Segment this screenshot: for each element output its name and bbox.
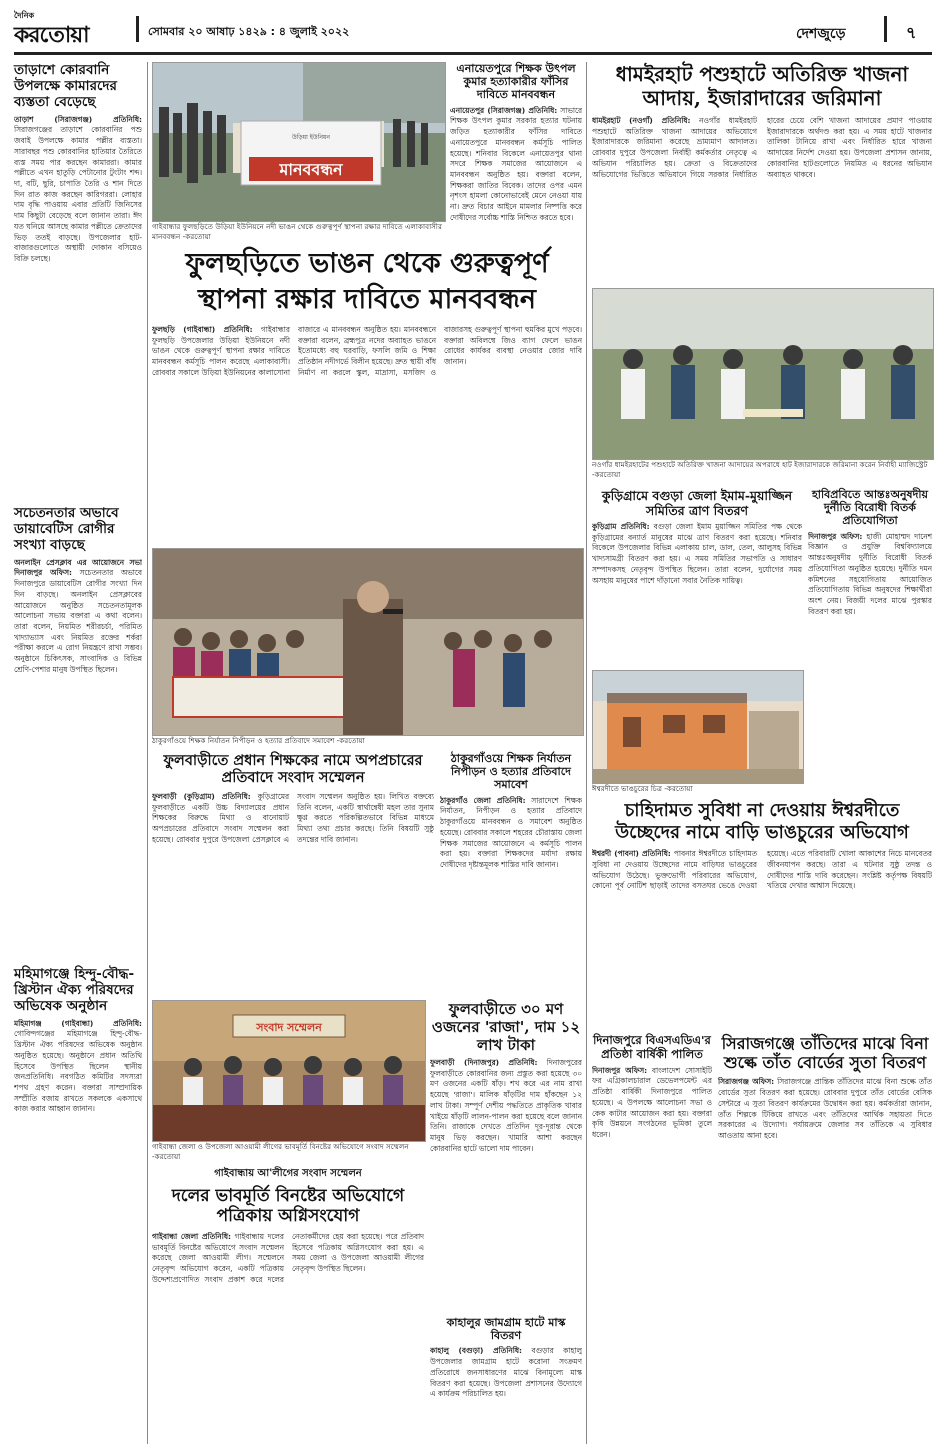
headline: তাড়াশে কোরবানি উপলক্ষে কামারদের ব্যস্ততা বেড়েছে xyxy=(14,62,117,111)
photo-ishwardi-demolished-house xyxy=(592,670,804,784)
headline: হাবিপ্রবিতে আন্তঃঅনুষদীয় দুর্নীতি বিরোধী বিতর্ক প্রতিযোগিতা xyxy=(811,488,929,528)
story-enayetpur xyxy=(450,62,582,452)
photo-thakurgaon-rally xyxy=(152,548,584,736)
photo-caption: ঠাকুরগাঁওয়ে শিক্ষক নির্যাতন নিপীড়ন ও হত্যার প্রতিবাদে সমাবেশ -করতোয়া xyxy=(152,736,365,745)
story-bsad xyxy=(592,1034,712,1444)
article-text: গোবিন্দগঞ্জের মহিমাগঞ্জে হিন্দু-বৌদ্ধ-খ্রিস্টান ঐক্য পরিষদের অভিষেক অনুষ্ঠান অনুষ্ঠিত হয়েছে। অনুষ্ঠানে প্রধান অতিথি হিসেবে উপস্থিত ছিলেন স্থানীয় জনপ্রতিনিধি। নবগঠিত কমিটির সদস্যরা শপথ গ্রহণ করেন। বক্তারা সাম্প্রদায়িক সম্প্রীতি বজায় রাখতে সকলকে একসাথে কাজ করার আহ্বান জানান। xyxy=(14,1029,142,1114)
dateline: অনলাইন প্রেসক্লাব এর আয়োজনে সভা দিনাজপুর অফিস: xyxy=(14,557,142,578)
article-text: সাভারে শিক্ষক উৎপল কুমার সরকার হত্যার ঘটনায় জড়িত হত্যাকারীর ফাঁসির দাবিতে এনায়েতপুরে মানববন্ধন কর্মসূচি পালিত হয়েছে। শনিবার বিকেলে এনায়েতপুর থানা সদরে শিক্ষক সমাজের আয়োজনে এ মানববন্ধন অনুষ্ঠিত হয়। বক্তারা বলেন, শিক্ষকরা জাতির বিবেক। তাদের ওপর এমন নৃশংস হামলা কোনোভাবেই মেনে নেওয়া যায় না। দ্রুত বিচার আইনে মামলার নিষ্পত্তি করে দোষীদের সর্বোচ্চ শাস্তি নিশ্চিত করতে হবে। xyxy=(450,105,582,222)
photo-press-conference xyxy=(152,1000,426,1142)
headline: ফুলবাড়ীতে ৩০ মণ ওজনের 'রাজা', দাম ১২ লাখ টাকা xyxy=(431,1000,581,1054)
article-text: কুড়িগ্রামের ফুলবাড়ীতে একটি উচ্চ বিদ্যালয়ের প্রধান শিক্ষকের বিরুদ্ধে মিথ্যা ও বানোয়াট অপপ্রচারের প্রতিবাদে সংবাদ সম্মেলন করা হয়েছে। রোববার দুপুরে উপজেলা প্রেসক্লাবে এ সংবাদ সম্মেলন অনুষ্ঠিত হয়। লিখিত বক্তব্যে তিনি বলেন, একটি স্বার্থান্বেষী মহল তার সুনাম ক্ষুণ্ণ করতে পরিকল্পিতভাবে বিভিন্ন মাধ্যমে মিথ্যা তথ্য প্রচার করছে। তিনি বিষয়টি সুষ্ঠু তদন্তের দাবি জানান। xyxy=(152,791,434,844)
article-body xyxy=(592,522,802,650)
paper-logo xyxy=(14,10,132,48)
story-gaibandha xyxy=(152,1166,424,1444)
article-text: পাবনার ঈশ্বরদীতে চাহিদামত সুবিধা না দেওয়ায় উচ্ছেদের নামে বাড়িঘর ভাঙচুরের অভিযোগ উঠেছে। ভুক্তভোগী পরিবারের অভিযোগ, কোনো পূর্ব নোটিশ ছাড়াই তাদের বসতঘর ভেঙে দেওয়া হয়েছে। এতে পরিবারটি খোলা আকাশের নিচে মানবেতর জীবনযাপন করছে। তারা এ ঘটনার সুষ্ঠু তদন্ত ও দোষীদের শাস্তি দাবি করেছেন। সংশ্লিষ্ট কর্তৃপক্ষ বিষয়টি খতিয়ে দেখার আশ্বাস দিয়েছে। xyxy=(592,849,932,891)
article-text: বাংলাদেশ সোসাইটি ফর এগ্রিকালচারাল ডেভেলপমেন্ট এর প্রতিষ্ঠা বার্ষিকী দিনাজপুরে পালিত হয়েছে। এ উপলক্ষে আলোচনা সভা ও কেক কাটার আয়োজন করা হয়। বক্তারা কৃষি উন্নয়নে সংগঠনের ভূমিকা তুলে ধরেন। xyxy=(592,1065,712,1139)
headline: দলের ভাবমূর্তি বিনষ্টের অভিযোগে পত্রিকায় অগ্নিসংযোগ xyxy=(171,1186,405,1227)
column-rule xyxy=(147,62,148,1444)
article-body xyxy=(14,558,142,938)
headline: কুড়িগ্রামে বগুড়া জেলা ইমাম-মুয়াজ্জিন সমিতির ত্রাণ বিতরণ xyxy=(601,488,793,518)
story-diabetes xyxy=(14,505,142,955)
dateline: ঈশ্বরদী (পাবনা) প্রতিনিধি: xyxy=(592,849,671,859)
article-text: সিরাজগঞ্জে প্রান্তিক তাঁতিদের মাঝে বিনা শুল্কে তাঁত বোর্ডের সুতা বিতরণ করা হয়েছে। রোববার দুপুরে তাঁত বোর্ডের বেসিক সেন্টারে এ সুতা বিতরণ কার্যক্রমের উদ্বোধন করা হয়। কর্মকর্তারা জানান, তাঁত শিল্পকে টিকিয়ে রাখতে এবং তাঁতিদের আর্থিক সহায়তা দিতে সরকারের এ উদ্যোগ। পর্যায়ক্রমে জেলার সব তাঁতিকে এ সুবিধার আওতায় আনা হবে। xyxy=(718,1077,932,1141)
story-fulbari-teacher xyxy=(152,752,434,996)
masthead xyxy=(14,10,932,50)
article-text: দিনাজপুরের ফুলবাড়ীতে কোরবানির জন্য প্রস্তুত করা হয়েছে ৩০ মণ ওজনের একটি ষাঁড়। শখ করে এর নাম রাখা হয়েছে 'রাজা'। মালিক ষাঁড়টির দাম হাঁকছেন ১২ লাখ টাকা। সম্পূর্ণ দেশীয় পদ্ধতিতে প্রাকৃতিক খাবার খাইয়ে ষাঁড়টি লালন-পালন করা হয়েছে বলে জানান তিনি। রাজাকে দেখতে প্রতিদিন দূর-দূরান্ত থেকে মানুষ ভিড় করছেন। খামারি আশা করছেন কোরবানির হাটে ভালো দাম পাবেন। xyxy=(430,1058,582,1153)
photo-caption: নওগাঁর ধামইরহাটের পশুহাটে অতিরিক্ত খাজনা আদায়ের অপরাধে হাট ইজারাদারকে জরিমানা করেন নির্বাহী ম্যাজিস্ট্রেট -করতোয়া xyxy=(592,460,928,479)
dateline: দিনাজপুর অফিস: xyxy=(592,1065,648,1075)
article-body xyxy=(152,792,434,982)
dateline: কুড়িগ্রাম প্রতিনিধি: xyxy=(592,522,650,531)
article-body xyxy=(450,106,582,426)
headline: সচেতনতার অভাবে ডায়াবেটিস রোগীর সংখ্যা বাড়ছে xyxy=(14,505,119,554)
headline: মহিমাগঞ্জে হিন্দু-বৌদ্ধ-খ্রিস্টান ঐক্য পরিষদের অভিষেক অনুষ্ঠান xyxy=(14,966,135,1015)
section-name: দেশজুড়ে xyxy=(796,26,846,42)
issue-date: সোমবার ২০ আষাঢ় ১৪২৯ : ৪ জুলাই ২০২২ xyxy=(148,25,350,38)
dateline: সিরাজগঞ্জ অফিস: xyxy=(718,1077,775,1087)
paper-logo-name: করতোয়া xyxy=(14,22,89,48)
headline: ফুলবাড়ীতে প্রধান শিক্ষকের নামে অপপ্রচারের প্রতিবাদে সংবাদ সম্মেলন xyxy=(163,752,423,787)
story-thakurgaon xyxy=(440,752,582,996)
article-text: গাইবান্ধায় দলের ভাবমূর্তি বিনষ্টের অভিযোগে সংবাদ সম্মেলন করেছে জেলা আওয়ামী লীগ। সম্মেলনে নেতৃবৃন্দ অভিযোগ করেন, একটি পত্রিকায় উদ্দেশ্যপ্রণোদিত সংবাদ প্রকাশ করে দলের নেতাকর্মীদের হেয় করা হয়েছে। পরে প্রতিবাদ হিসেবে পত্রিকায় অগ্নিসংযোগ করা হয়। এ সময় জেলা ও উপজেলা আওয়ামী লীগের নেতৃবৃন্দ উপস্থিত ছিলেন। xyxy=(152,1231,424,1284)
article-body xyxy=(592,849,932,999)
article-text: সিরাজগঞ্জের তাড়াশে কোরবানির পশু জবাই উপলক্ষে কামার পল্লীর ব্যস্ততা। সারাবছর পশু কোরবানির হাতিয়ার তৈরিতে ব্যস্ত সময় পার করছেন কামাররা। কামার পল্লীতে এখন হাতুড়ি পেটানোর টুংটাং শব্দ। দা, বটি, ছুরি, চাপাতি তৈরি ও শান দিতে দিন রাত কাজ করছেন কারিগররা। লোহার দাম বৃদ্ধি পাওয়ায় এবার প্রতিটি জিনিসের দাম কিছুটা বেড়েছে বলে জানান তারা। ঈদ যত ঘনিয়ে আসছে কামার পল্লীতে ক্রেতাদের ভিড় ততই বাড়ছে। উপজেলার হাট-বাজারগুলোতে অস্থায়ী দোকান বসিয়েও বিক্রি চলছে। xyxy=(14,125,142,264)
story-raja xyxy=(430,1000,582,1310)
dateline: মহিমাগঞ্জ (গাইবান্ধা) প্রতিনিধি: xyxy=(14,1018,142,1028)
dateline: ফুলছড়ি (গাইবান্ধা) প্রতিনিধি: xyxy=(152,324,253,334)
article-text: গাইবান্ধার ফুলছড়ি উপজেলার উড়িয়া ইউনিয়নে নদী ভাঙন থেকে গুরুত্বপূর্ণ স্থাপনা রক্ষার দাবিতে মানববন্ধন কর্মসূচি পালন করেছে এলাকাবাসী। রোববার সকালে উড়িয়া ইউনিয়নের কালাসোনা বাজারে এ মানববন্ধন অনুষ্ঠিত হয়। মানববন্ধনে বক্তারা বলেন, ব্রহ্মপুত্র নদের অব্যাহত ভাঙনে ইতোমধ্যে বহু ঘরবাড়ি, ফসলি জমি ও শিক্ষা প্রতিষ্ঠান নদীগর্ভে বিলীন হয়েছে। দ্রুত স্থায়ী বাঁধ নির্মাণ না করলে স্কুল, মাদ্রাসা, মসজিদ ও বাজারসহ গুরুত্বপূর্ণ স্থাপনা হুমকির মুখে পড়বে। বক্তারা অবিলম্বে জিও ব্যাগ ফেলে ভাঙন রোধের কার্যকর ব্যবস্থা নেওয়ার জোর দাবি জানান। xyxy=(152,324,582,377)
svg-text:উড়িয়া ইউনিয়ন: উড়িয়া ইউনিয়ন xyxy=(291,134,331,141)
article-body xyxy=(14,1019,142,1419)
headline: ঠাকুরগাঁওয়ে শিক্ষক নির্যাতন নিপীড়ন ও হত্যার প্রতিবাদে সমাবেশ xyxy=(450,752,572,792)
article-text: সচেতনতার অভাবে দিনাজপুরে ডায়াবেটিস রোগীর সংখ্যা দিন দিন বাড়ছে। অনলাইন প্রেসক্লাবের আয়োজনে অনুষ্ঠিত সচেতনতামূলক আলোচনা সভায় বক্তারা এ কথা বলেন। তারা বলেন, নিয়মিত শরীরচর্চা, পরিমিত খাদ্যাভ্যাস এবং নিয়মিত রক্তের শর্করা পরীক্ষা করলে এ রোগ নিয়ন্ত্রণে রাখা সম্ভব। অনুষ্ঠানে চিকিৎসক, সাংবাদিক ও বিভিন্ন শ্রেণি-পেশার মানুষ উপস্থিত ছিলেন। xyxy=(14,568,142,674)
dateline: গাইবান্ধা জেলা প্রতিনিধি: xyxy=(152,1231,231,1241)
article-text: হাজী মোহাম্মদ দানেশ বিজ্ঞান ও প্রযুক্তি বিশ্ববিদ্যালয়ে আন্তঃঅনুষদীয় দুর্নীতি বিরোধী বিতর্ক প্রতিযোগিতা অনুষ্ঠিত হয়েছে। দুর্নীতি দমন কমিশনের সহযোগিতায় আয়োজিত প্রতিযোগিতায় বিভিন্ন অনুষদের শিক্ষার্থীরা অংশ নেয়। বিজয়ী দলের মাঝে পুরস্কার বিতরণ করা হয়। xyxy=(808,531,932,616)
article-body xyxy=(152,1232,424,1432)
headline: চাহিদামত সুবিধা না দেওয়ায় ঈশ্বরদীতে উচ্ছেদের নামে বাড়ি ভাঙচুরের অভিযোগ xyxy=(615,800,909,843)
photo-fulchhari-human-chain xyxy=(152,62,446,222)
story-kahalu xyxy=(430,1316,582,1444)
column-rule xyxy=(586,62,587,1444)
masthead-divider-left xyxy=(136,16,139,42)
dateline: ফুলবাড়ী (দিনাজপুর) প্রতিনিধি: xyxy=(430,1058,538,1067)
masthead-divider-right xyxy=(884,16,887,42)
masthead-rule xyxy=(14,52,932,55)
headline: কাহালুর জামগ্রাম হাটে মাস্ক বিতরণ xyxy=(446,1316,566,1343)
article-body xyxy=(430,1346,582,1436)
article-text: বগুড়া জেলা ইমাম মুয়াজ্জিন সমিতির পক্ষ থেকে কুড়িগ্রামের বন্যার্ত মানুষের মাঝে ত্রাণ বিতরণ করা হয়েছে। শনিবার বিকেলে উপজেলার বিভিন্ন এলাকায় চাল, ডাল, তেল, আলুসহ বিভিন্ন খাদ্যসামগ্রী বিতরণ করা হয়। এ সময় সমিতির সভাপতি ও সাধারণ সম্পাদকসহ নেতৃবৃন্দ উপস্থিত ছিলেন। তারা বলেন, দুর্যোগের সময় অসহায় মানুষের পাশে দাঁড়ানো সবার নৈতিক দায়িত্ব। xyxy=(592,522,802,585)
photo-illustration xyxy=(593,671,803,783)
headline: ফুলছড়িতে ভাঙন থেকে গুরুত্বপূর্ণ স্থাপনা রক্ষার দাবিতে মানববন্ধন xyxy=(185,248,549,316)
article-body xyxy=(808,532,932,772)
story-kurigram xyxy=(592,488,802,664)
dateline: কাহালু (বগুড়া) প্রতিনিধি: xyxy=(430,1346,523,1356)
article-text: নওগাঁর ধামইরহাট পশুহাটে অতিরিক্ত খাজনা আদায়ের অভিযোগে ইজারাদারকে জরিমানা করেছে ভ্রাম্যমাণ আদালত। রোববার দুপুরে উপজেলা নির্বাহী কর্মকর্তার নেতৃত্বে এ অভিযান পরিচালিত হয়। ক্রেতা ও বিক্রেতাদের অভিযোগের ভিত্তিতে অভিযানে গিয়ে সরকার নির্ধারিত হারের চেয়ে বেশি খাজনা আদায়ের প্রমাণ পাওয়ায় ইজারাদারকে অর্থদণ্ড করা হয়। এ সময় হাটে খাজনার তালিকা টানিয়ে রাখা এবং নির্ধারিত হারে খাজনা আদায়ের নির্দেশ দেওয়া হয়। উপজেলা প্রশাসন জানায়, কোরবানির হাটগুলোতে নিয়মিত এ ধরনের অভিযান অব্যাহত থাকবে। xyxy=(592,116,932,179)
article-body xyxy=(718,1077,932,1407)
photo-illustration xyxy=(153,1001,425,1141)
photo-illustration xyxy=(153,549,583,735)
article-text: বগুড়ার কাহালু উপজেলার জামগ্রাম হাটে করোনা সংক্রমণ প্রতিরোধে জনসাধারণের মাঝে বিনামূল্যে মাস্ক বিতরণ করা হয়েছে। উপজেলা প্রশাসনের উদ্যোগে এ কার্যক্রম পরিচালিত হয়। xyxy=(430,1346,582,1399)
article-body xyxy=(14,115,142,475)
headline: ধামইরহাট পশুহাটে অতিরিক্ত খাজনা আদায়, ইজারাদারের জরিমানা xyxy=(615,62,909,110)
story-durgapur xyxy=(450,500,582,544)
headline: দিনাজপুরে বিএসএডিএ'র প্রতিষ্ঠা বার্ষিকী পালিত xyxy=(593,1033,711,1061)
photo-dhamoirhat-market xyxy=(592,288,934,460)
dateline: তাড়াশ (সিরাজগঞ্জ) প্রতিনিধি: xyxy=(14,114,142,124)
article-body xyxy=(592,116,932,266)
story-dhamoirhat xyxy=(592,62,932,282)
story-ishwardi xyxy=(592,800,932,1028)
photo-illustration xyxy=(593,289,933,459)
photo-illustration xyxy=(153,63,445,221)
svg-text:মানববন্ধন: মানববন্ধন xyxy=(279,160,343,179)
photo-caption: গাইবান্ধা জেলা ও উপজেলা আওয়ামী লীগের ভাবমূর্তি বিনষ্টের অভিযোগে সংবাদ সম্মেলন -করতোয়া xyxy=(152,1142,409,1161)
headline: এনায়েতপুরে শিক্ষক উৎপল কুমার হত্যাকারীর ফাঁসির দাবিতে মানববন্ধন xyxy=(456,62,576,102)
headline: সিরাজগঞ্জে তাঁতিদের মাঝে বিনা শুল্কে তাঁত বোর্ডের সুতা বিতরণ xyxy=(721,1034,929,1073)
dateline: ধামইরহাট (নওগাঁ) প্রতিনিধি: xyxy=(592,116,691,125)
article-body xyxy=(440,796,582,976)
page-number: ৭ xyxy=(906,23,917,42)
story-korbani xyxy=(14,62,142,498)
story-mohimaganj xyxy=(14,966,142,1444)
photo-caption: গাইবান্ধার ফুলছড়িতে উড়িয়া ইউনিয়নে নদী ভাঙন থেকে গুরুত্বপূর্ণ স্থাপনা রক্ষার দাবিতে এলাকাবাসীর মানববন্ধন -করতোয়া xyxy=(152,222,442,241)
story-hajiprobrittir xyxy=(808,488,932,788)
dateline: এনায়েতপুর (সিরাজগঞ্জ) প্রতিনিধি: xyxy=(450,105,558,115)
photo-caption: ঈশ্বরদীতে ভাঙচুরের চিত্র -করতোয়া xyxy=(592,784,693,793)
dateline: ঠাকুরগাঁও জেলা প্রতিনিধি: xyxy=(440,795,526,805)
svg-text:সংবাদ সম্মেলন: সংবাদ সম্মেলন xyxy=(256,1021,322,1034)
dateline: ফুলবাড়ী (কুড়িগ্রাম) প্রতিনিধি: xyxy=(152,791,251,801)
story-sirajganj xyxy=(718,1034,932,1444)
kicker: গাইবান্ধায় আ'লীগের সংবাদ সম্মেলন xyxy=(214,1168,362,1179)
article-text: সারাদেশে শিক্ষক নির্যাতন, নিপীড়ন ও হত্যার প্রতিবাদে ঠাকুরগাঁওয়ে মানববন্ধন ও সমাবেশ অনুষ্ঠিত হয়েছে। রোববার সকালে শহরের চৌরাস্তায় জেলা শিক্ষক সমাজের আয়োজনে এ কর্মসূচি পালন করা হয়। বক্তারা শিক্ষকদের মর্যাদা রক্ষায় দোষীদের দৃষ্টান্তমূলক শাস্তির দাবি জানান। xyxy=(440,795,582,869)
dateline: দিনাজপুর অফিস: xyxy=(808,531,863,541)
article-body xyxy=(592,1066,712,1396)
paper-logo-small: দৈনিক xyxy=(14,10,35,20)
article-body xyxy=(430,1058,582,1308)
